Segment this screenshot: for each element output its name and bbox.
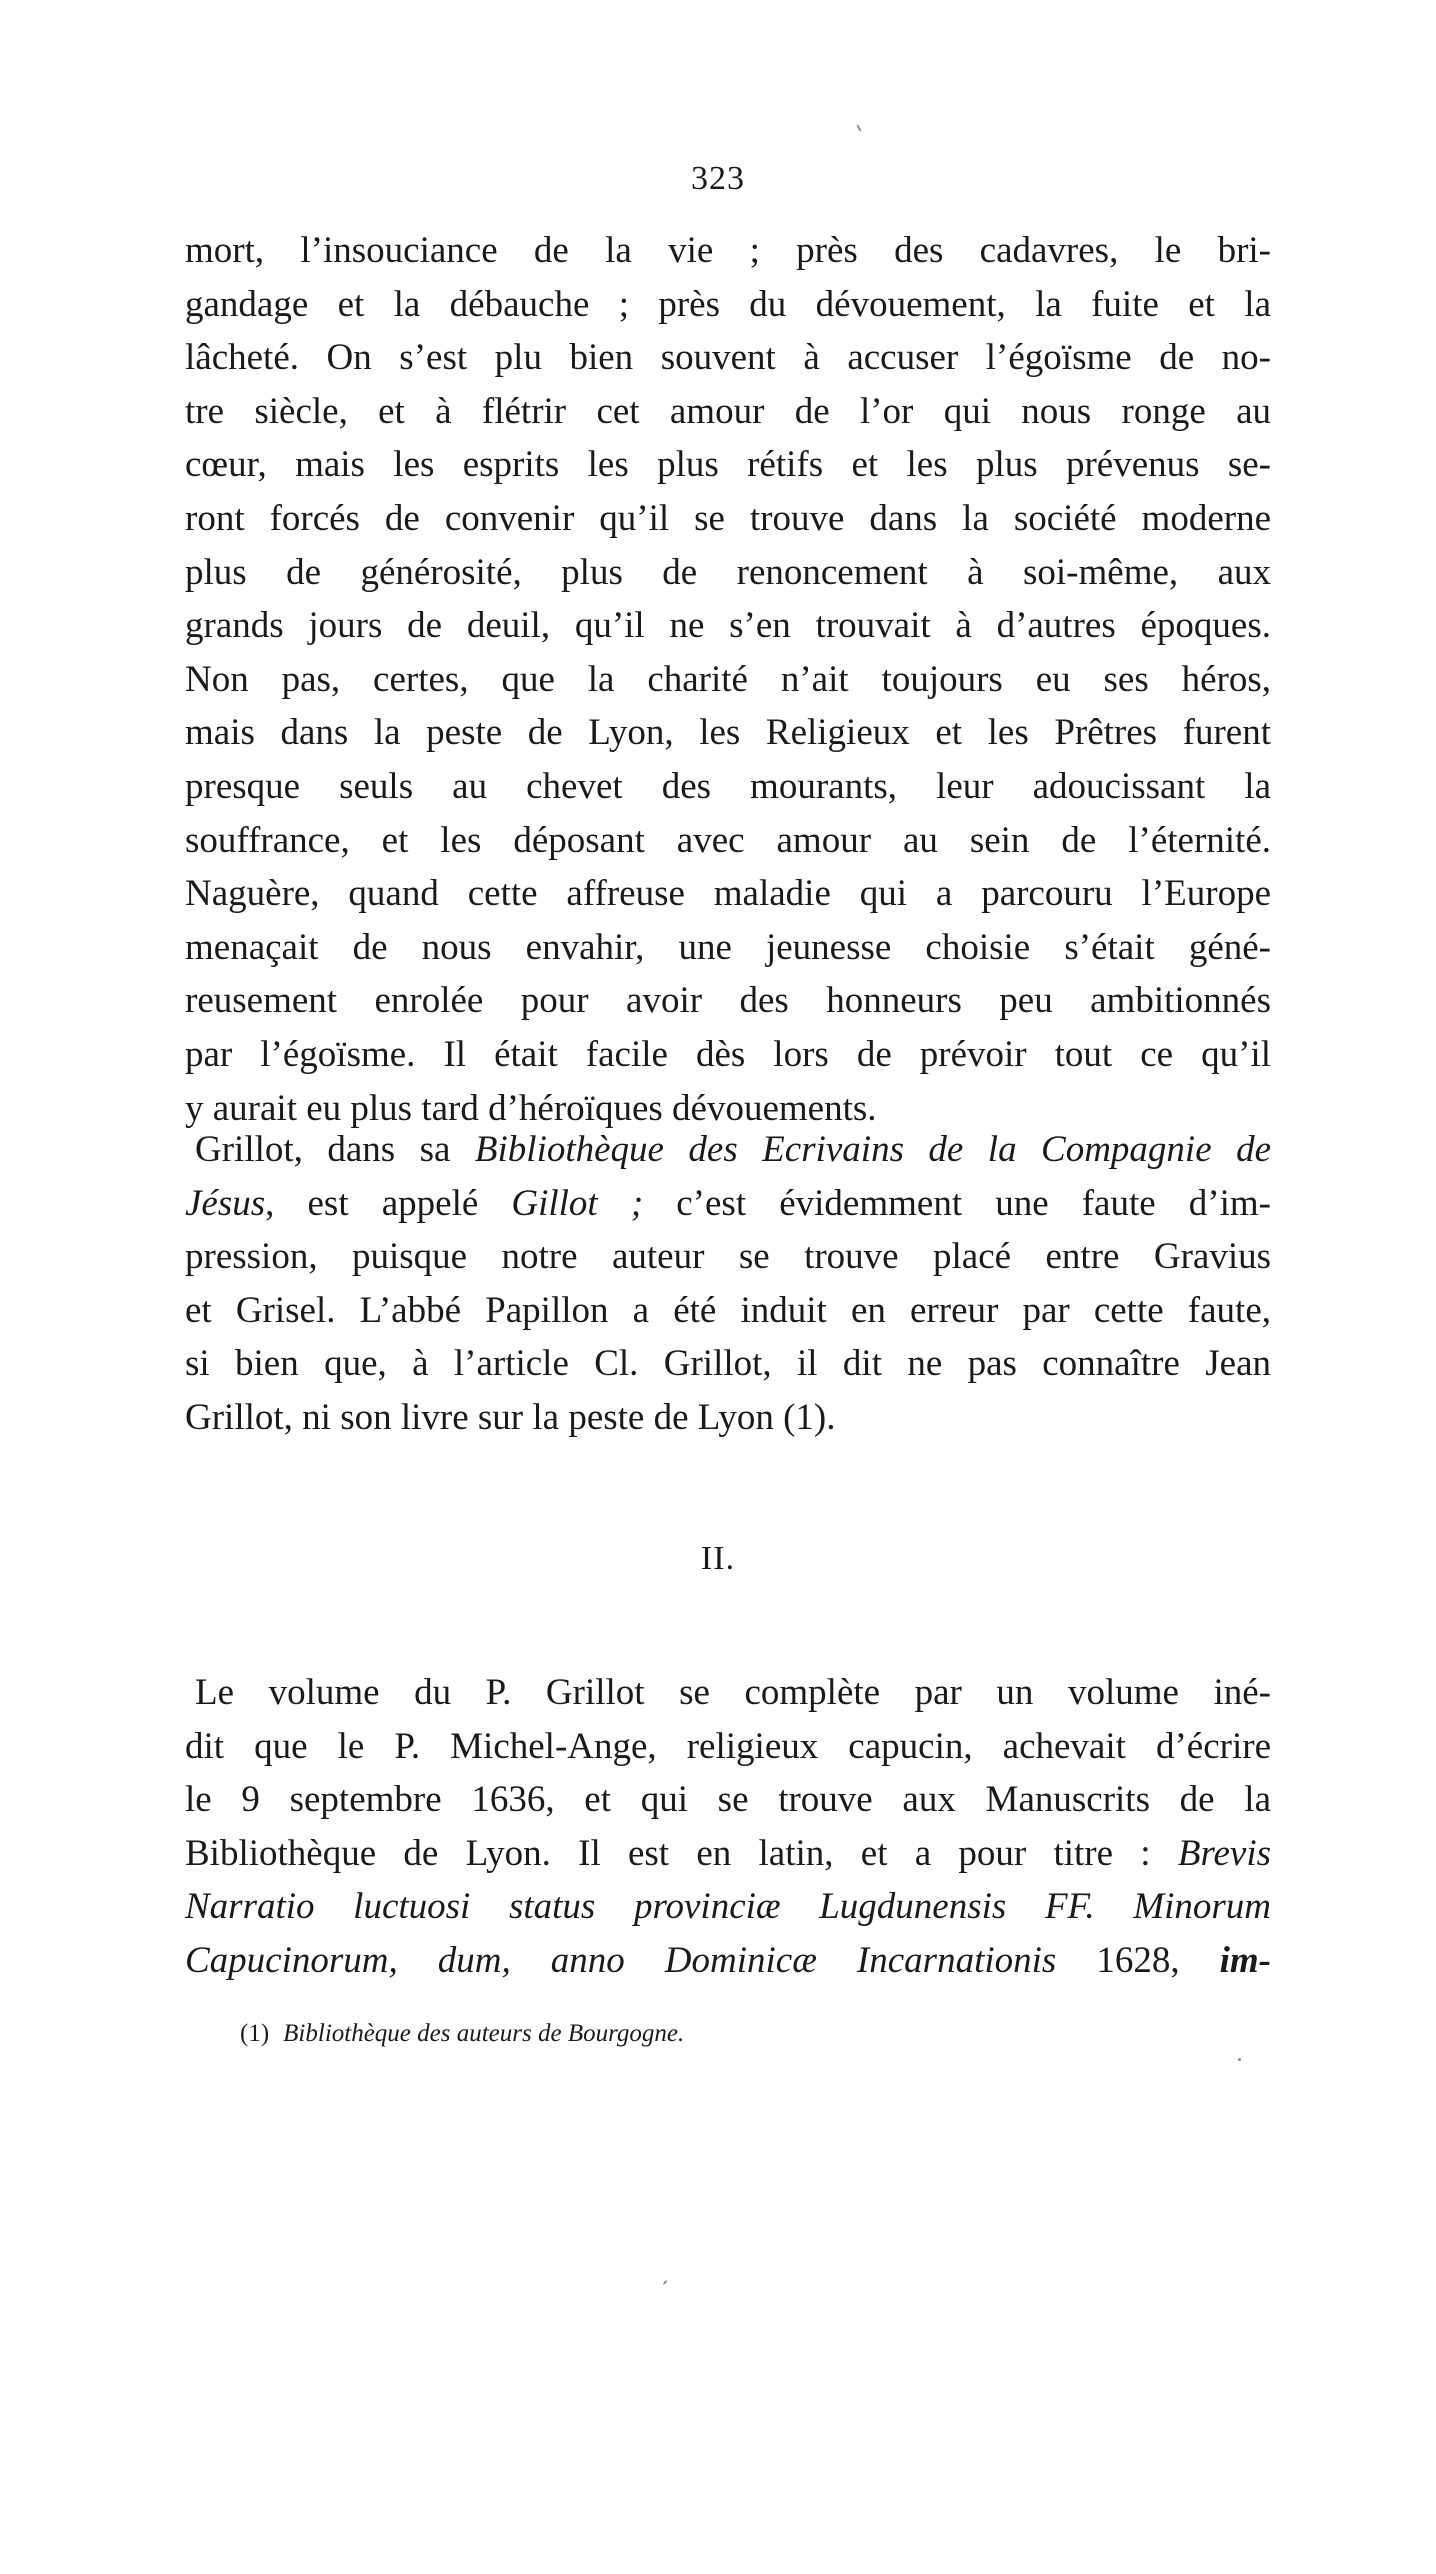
footnote-text: Bibliothèque des auteurs de Bourgogne.	[283, 2020, 685, 2047]
text-line: le 9 septembre 1636, et qui se trouve aux Manuscrits de la	[185, 1779, 1271, 1821]
footnote	[240, 2020, 684, 2048]
text-run: Bibliothèque de Lyon. Il est en latin, et a pour titre :	[185, 1832, 1178, 1874]
text-line	[185, 1827, 1271, 1881]
text-line: mais dans la peste de Lyon, les Religieux et les Prêtres furent	[185, 712, 1271, 754]
text-line: pression, puisque notre auteur se trouve placé entre Gravius	[185, 1236, 1271, 1278]
latin-title: Brevis	[1177, 1832, 1271, 1874]
text-line: y aurait eu plus tard d’héroïques dévouements.	[185, 1087, 877, 1129]
text-line: reusement enrolée pour avoir des honneurs peu ambitionnés	[185, 980, 1271, 1022]
text-line: presque seuls au chevet des mourants, leur adoucissant la	[185, 765, 1271, 807]
paper-speck	[1238, 2058, 1241, 2061]
text-line	[185, 1880, 1271, 1934]
latin-title: Capucinorum, dum, anno Dominicæ Incarnationis	[185, 1939, 1057, 1981]
text-line	[185, 1177, 1271, 1231]
paragraph-1	[185, 224, 1271, 1135]
footnote-mark: (1)	[240, 2020, 270, 2047]
book-title: Jésus	[185, 1182, 266, 1224]
author-name: Gillot ;	[511, 1182, 644, 1224]
text-line: Grillot, ni son livre sur la peste de Lyon (1).	[185, 1396, 836, 1438]
paper-speck	[663, 2280, 668, 2285]
paragraph-2	[185, 1123, 1271, 1445]
text-line: tre siècle, et à flétrir cet amour de l’or qui nous ronge au	[185, 390, 1271, 432]
text-line: lâcheté. On s’est plu bien souvent à accuser l’égoïsme de no-	[185, 337, 1271, 379]
latin-title: Narratio luctuosi status provinciæ Lugdunensis FF. Minorum	[185, 1886, 1271, 1928]
text-line: dit que le P. Michel-Ange, religieux capucin, achevait d’écrire	[185, 1725, 1271, 1767]
text-run: , est appelé	[265, 1182, 512, 1224]
text-line: si bien que, à l’article Cl. Grillot, il dit ne pas connaître Jean	[185, 1343, 1271, 1385]
text-line: plus de générosité, plus de renoncement à soi-même, aux	[185, 551, 1271, 593]
text-line: menaçait de nous envahir, une jeunesse choisie s’était géné-	[185, 926, 1271, 968]
text-line: grands jours de deuil, qu’il ne s’en trouvait à d’autres époques.	[185, 605, 1271, 647]
page-number: 323	[691, 160, 745, 197]
text-line: et Grisel. L’abbé Papillon a été induit en erreur par cette faute,	[185, 1289, 1271, 1331]
paragraph-3	[185, 1666, 1271, 1988]
text-run: Grillot, dans sa	[195, 1129, 475, 1170]
text-line: cœur, mais les esprits les plus rétifs et les plus prévenus se-	[185, 444, 1271, 486]
text-line: Le volume du P. Grillot se complète par un volume iné-	[195, 1672, 1271, 1713]
text-line: Non pas, certes, que la charité n’ait toujours eu ses héros,	[185, 658, 1271, 700]
latin-title: im-	[1219, 1939, 1272, 1981]
text-run: c’est évidemment une faute d’im-	[643, 1182, 1271, 1224]
text-line: ront forcés de convenir qu’il se trouve dans la société moderne	[185, 497, 1271, 539]
text-run: 1628,	[1056, 1939, 1220, 1981]
paper-speck	[856, 124, 862, 132]
text-line: par l’égoïsme. Il était facile dès lors de prévoir tout ce qu’il	[185, 1033, 1271, 1075]
text-line: gandage et la débauche ; près du dévouement, la fuite et la	[185, 283, 1271, 325]
book-title: Bibliothèque des Ecrivains de la Compagnie de	[474, 1129, 1271, 1170]
text-line: souffrance, et les déposant avec amour au sein de l’éternité.	[185, 819, 1271, 861]
text-line: mort, l’insouciance de la vie ; près des cadavres, le bri-	[185, 230, 1271, 271]
section-heading: II.	[700, 1540, 736, 1577]
text-line	[185, 1123, 1271, 1177]
text-line	[185, 1934, 1271, 1988]
text-line: Naguère, quand cette affreuse maladie qui a parcouru l’Europe	[185, 873, 1271, 915]
